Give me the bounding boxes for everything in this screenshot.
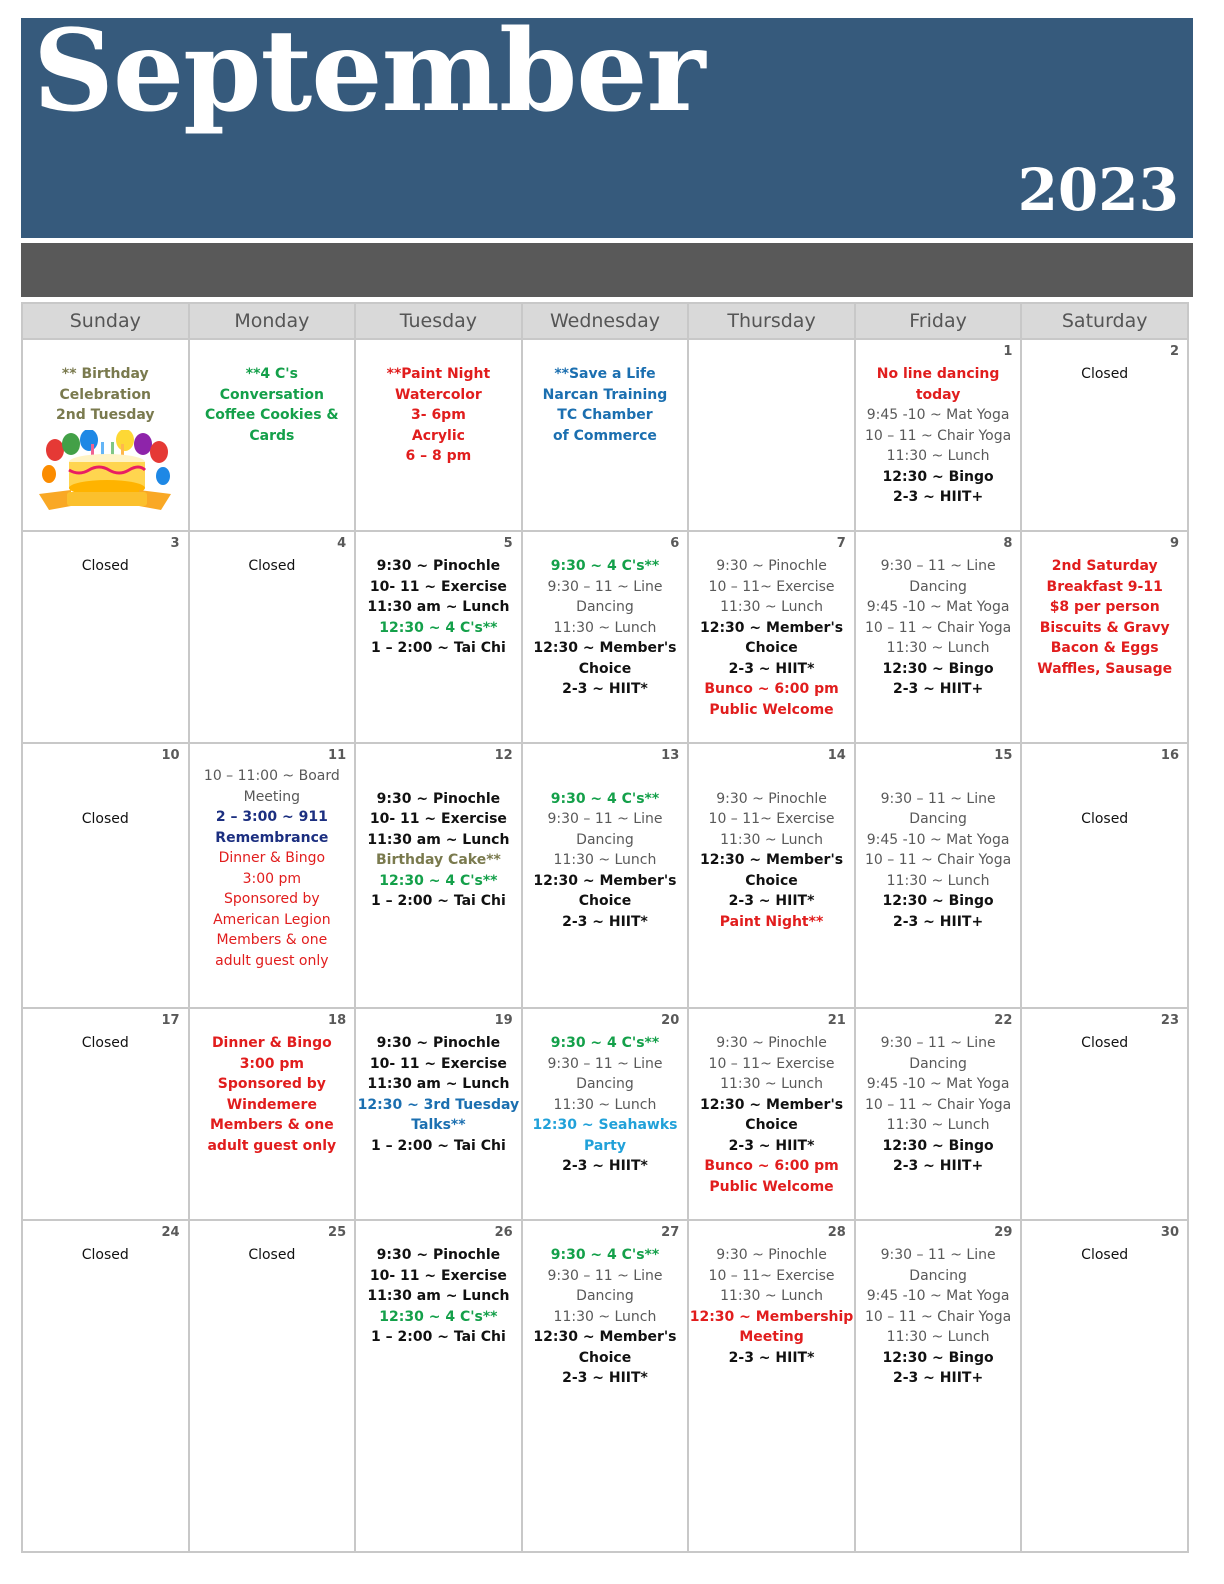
- event-line: 12:30 ~ Member's: [533, 640, 677, 656]
- event-line: 9:30 ~ 4 C's**: [550, 1035, 660, 1051]
- event-line: 9:30 – 11 ~ Line: [880, 1247, 996, 1263]
- event-line: Dinner & Bingo: [211, 1035, 332, 1051]
- event-line: TC Chamber: [557, 407, 653, 423]
- event-line: [23, 789, 188, 810]
- day-number: 27: [661, 1225, 680, 1240]
- day-cell: [1021, 531, 1188, 743]
- event-line: 12:30 ~ 4 C's**: [379, 1308, 498, 1325]
- event-line: Public Welcome: [709, 1178, 834, 1195]
- event-line: Party: [583, 1137, 626, 1154]
- year-title: 2023: [1017, 156, 1179, 224]
- event-line: Dancing: [909, 578, 967, 595]
- day-number: 7: [836, 536, 846, 551]
- event-line: Dancing: [909, 1055, 967, 1072]
- day-number: 13: [661, 748, 680, 763]
- event-line: Coffee Cookies &: [205, 407, 339, 423]
- event-line: 3- 6pm: [411, 407, 466, 423]
- event-line: **Paint Night: [386, 366, 491, 382]
- event-list: [1022, 768, 1187, 830]
- event-line: Dinner & Bingo: [218, 850, 326, 866]
- event-line: Closed: [81, 558, 129, 574]
- event-line: [23, 768, 188, 789]
- day-number: 5: [503, 536, 513, 551]
- event-line: 12:30 ~ 4 C's**: [379, 619, 498, 636]
- event-list: [356, 1245, 521, 1348]
- event-line: 10- 11 ~ Exercise: [369, 1267, 507, 1284]
- event-list: [1022, 1245, 1187, 1266]
- event-line: 2-3 ~ HIIT*: [728, 1349, 815, 1366]
- event-list: [356, 364, 521, 467]
- event-line: 2-3 ~ HIIT*: [562, 1370, 648, 1386]
- day-cell: [189, 743, 356, 1008]
- event-list: [1022, 364, 1187, 385]
- day-number: 2: [1169, 344, 1179, 359]
- day-cell: [355, 339, 522, 531]
- event-line: Biscuits & Gravy: [1039, 619, 1170, 636]
- event-line: Closed: [248, 558, 296, 574]
- event-line: 12:30 ~ Member's: [699, 1096, 844, 1113]
- event-list: [23, 768, 188, 830]
- weekday-header: Monday: [189, 303, 356, 339]
- event-line: 9:30 – 11 ~ Line: [880, 558, 996, 574]
- event-line: Bacon & Eggs: [1050, 640, 1159, 656]
- month-banner: [21, 6, 1193, 238]
- event-line: adult guest only: [215, 952, 329, 969]
- event-line: Closed: [81, 811, 129, 827]
- day-number: 22: [994, 1013, 1013, 1028]
- event-line: 2-3 ~ HIIT*: [728, 1137, 815, 1154]
- day-cell: [189, 339, 356, 531]
- event-line: 2-3 ~ HIIT+: [893, 1158, 984, 1174]
- day-number: 14: [827, 748, 846, 763]
- event-line: 12:30 ~ 3rd Tuesday: [357, 1096, 520, 1113]
- day-cell: [522, 339, 689, 531]
- event-line: 9:30 – 11 ~ Line: [547, 811, 663, 827]
- event-list: [856, 768, 1021, 932]
- event-line: 2-3 ~ HIIT+: [893, 913, 984, 930]
- event-line: 11:30 ~ Lunch: [720, 1288, 823, 1304]
- event-line: 10- 11 ~ Exercise: [369, 1055, 507, 1072]
- event-line: Closed: [1081, 1247, 1129, 1263]
- day-cell: [22, 531, 189, 743]
- event-line: 2-3 ~ HIIT*: [728, 893, 815, 909]
- day-number: 9: [1169, 536, 1179, 551]
- day-cell: [688, 339, 855, 531]
- calendar-grid: [21, 302, 1189, 1553]
- event-list: [1022, 1033, 1187, 1054]
- event-line: today: [915, 386, 961, 403]
- weekday-header: Wednesday: [522, 303, 689, 339]
- event-line: 12:30 ~ Bingo: [882, 1137, 994, 1154]
- event-line: Meeting: [739, 1329, 804, 1345]
- event-line: ** Birthday: [61, 366, 149, 382]
- event-list: [523, 1033, 688, 1177]
- event-line: Acrylic: [411, 427, 465, 444]
- event-line: 10 – 11~ Exercise: [708, 1267, 835, 1284]
- day-cell: [355, 743, 522, 1008]
- event-line: Dancing: [576, 1288, 634, 1304]
- event-line: 12:30 ~ Bingo: [882, 468, 994, 485]
- event-line: 2-3 ~ HIIT*: [562, 913, 648, 930]
- day-cell: [1021, 1220, 1188, 1552]
- event-list: [523, 768, 688, 932]
- event-line: Sponsored by: [224, 891, 320, 907]
- event-line: 10 – 11 ~ Chair Yoga: [864, 1308, 1012, 1325]
- event-line: Dancing: [909, 1267, 967, 1284]
- day-number: 23: [1160, 1013, 1179, 1028]
- event-line: Sponsored by: [217, 1076, 326, 1092]
- event-line: [856, 768, 1021, 789]
- weekday-header-row: [22, 303, 1188, 339]
- week-row: [22, 1220, 1188, 1552]
- event-line: 12:30 ~ Member's: [533, 1329, 677, 1345]
- day-cell: [855, 743, 1022, 1008]
- event-line: 12:30 ~ 4 C's**: [379, 872, 498, 889]
- day-number: 6: [670, 536, 680, 551]
- event-line: 9:30 – 11 ~ Line: [880, 1035, 996, 1051]
- day-number: 1: [1003, 344, 1013, 359]
- event-line: Choice: [578, 660, 632, 677]
- day-number: 30: [1160, 1225, 1179, 1240]
- day-cell: [688, 1220, 855, 1552]
- event-line: 10 – 11~ Exercise: [708, 578, 835, 595]
- day-cell: [855, 339, 1022, 531]
- event-line: 9:30 ~ Pinochle: [716, 558, 827, 574]
- event-line: **4 C's: [245, 366, 298, 382]
- event-line: 11:30 ~ Lunch: [886, 640, 990, 656]
- event-line: 11:30 ~ Lunch: [553, 852, 657, 868]
- event-line: Bunco ~ 6:00 pm: [704, 681, 839, 697]
- event-line: 10 – 11 ~ Chair Yoga: [864, 427, 1012, 444]
- weekday-header: Tuesday: [355, 303, 522, 339]
- event-line: 12:30 ~ Member's: [699, 619, 844, 636]
- event-line: 1 – 2:00 ~ Tai Chi: [371, 640, 506, 656]
- event-line: Conversation: [219, 386, 324, 403]
- event-list: [856, 1033, 1021, 1177]
- event-line: 1 – 2:00 ~ Tai Chi: [371, 893, 506, 909]
- event-list: [689, 768, 854, 932]
- event-line: 9:30 ~ 4 C's**: [550, 1247, 660, 1263]
- event-line: [523, 768, 688, 789]
- day-cell: [522, 531, 689, 743]
- event-line: 11:30 ~ Lunch: [553, 619, 657, 636]
- event-line: Choice: [745, 872, 798, 889]
- event-list: [190, 556, 355, 577]
- event-list: [856, 556, 1021, 700]
- event-line: 11:30 ~ Lunch: [886, 1117, 990, 1133]
- event-list: [23, 556, 188, 577]
- event-line: 9:30 – 11 ~ Line: [547, 578, 663, 595]
- event-line: Remembrance: [215, 829, 329, 846]
- event-line: $8 per person: [1049, 599, 1160, 615]
- event-list: [523, 1245, 688, 1389]
- event-line: Celebration: [59, 386, 152, 403]
- event-line: 2-3 ~ HIIT*: [562, 1158, 648, 1174]
- event-list: [190, 1033, 355, 1156]
- weekday-header: Friday: [855, 303, 1022, 339]
- event-line: 2-3 ~ HIIT+: [893, 681, 984, 697]
- event-line: [689, 768, 854, 789]
- event-line: Choice: [578, 893, 632, 909]
- event-line: No line dancing: [876, 366, 1000, 382]
- event-line: 11:30 ~ Lunch: [720, 1076, 823, 1092]
- event-list: [356, 1033, 521, 1156]
- event-list: [190, 766, 355, 971]
- event-line: 10 – 11 ~ Chair Yoga: [864, 619, 1012, 636]
- day-number: 11: [328, 748, 347, 763]
- event-line: 11:30 ~ Lunch: [720, 599, 823, 615]
- event-list: [190, 1245, 355, 1266]
- event-list: [23, 364, 188, 426]
- day-cell: [522, 743, 689, 1008]
- day-number: 3: [170, 536, 180, 551]
- event-line: 11:30 ~ Lunch: [886, 448, 990, 464]
- event-line: 9:30 ~ Pinochle: [716, 1247, 827, 1263]
- event-line: 2-3 ~ HIIT+: [893, 489, 984, 505]
- weekday-header: Thursday: [688, 303, 855, 339]
- event-line: Choice: [578, 1349, 632, 1366]
- event-line: 11:30 ~ Lunch: [886, 1329, 990, 1345]
- event-line: 2 – 3:00 ~ 911: [215, 809, 328, 825]
- event-line: of Commerce: [553, 427, 657, 444]
- day-cell: [22, 339, 189, 531]
- event-line: Cards: [249, 427, 295, 444]
- week-row: [22, 531, 1188, 743]
- event-line: 1 – 2:00 ~ Tai Chi: [371, 1329, 506, 1345]
- day-number: 18: [328, 1013, 347, 1028]
- day-number: 28: [827, 1225, 846, 1240]
- event-line: 11:30 ~ Lunch: [553, 1308, 657, 1325]
- event-line: 3:00 pm: [242, 870, 302, 887]
- day-cell: [355, 1008, 522, 1220]
- day-cell: [688, 531, 855, 743]
- event-line: 12:30 ~ Member's: [533, 872, 677, 889]
- event-line: Paint Night**: [719, 913, 824, 930]
- day-cell: [189, 531, 356, 743]
- day-cell: [355, 531, 522, 743]
- day-number: 24: [161, 1225, 180, 1240]
- event-line: Closed: [1081, 1035, 1129, 1051]
- event-line: 12:30 ~ Member's: [699, 852, 844, 868]
- event-line: Closed: [1081, 811, 1129, 827]
- event-line: 9:30 ~ Pinochle: [716, 1035, 827, 1051]
- event-line: 9:30 ~ Pinochle: [376, 790, 501, 807]
- event-list: [356, 768, 521, 912]
- event-line: 11:30 am ~ Lunch: [367, 1288, 510, 1304]
- day-number: 17: [161, 1013, 180, 1028]
- day-number: 10: [161, 748, 180, 763]
- event-line: [1022, 789, 1187, 810]
- event-list: [23, 1245, 188, 1266]
- day-number: 19: [494, 1013, 513, 1028]
- day-number: 12: [494, 748, 513, 763]
- weekday-header: Sunday: [22, 303, 189, 339]
- day-cell: [855, 1220, 1022, 1552]
- event-line: Choice: [745, 640, 798, 656]
- event-line: Talks**: [411, 1117, 466, 1133]
- event-line: 2-3 ~ HIIT*: [562, 681, 648, 697]
- event-list: [1022, 556, 1187, 679]
- event-line: [356, 768, 521, 789]
- event-list: [856, 1245, 1021, 1389]
- day-cell: [1021, 743, 1188, 1008]
- day-number: 29: [994, 1225, 1013, 1240]
- day-cell: [22, 1220, 189, 1552]
- event-line: 11:30 am ~ Lunch: [367, 1076, 510, 1092]
- event-line: 9:45 -10 ~ Mat Yoga: [866, 1076, 1010, 1092]
- event-line: 1 – 2:00 ~ Tai Chi: [371, 1137, 506, 1154]
- event-line: adult guest only: [207, 1137, 337, 1154]
- event-line: 11:30 ~ Lunch: [720, 831, 823, 848]
- event-line: 10 – 11~ Exercise: [708, 811, 835, 827]
- day-cell: [855, 531, 1022, 743]
- event-line: Members & one: [216, 932, 328, 948]
- event-line: [1022, 768, 1187, 789]
- day-cell: [22, 743, 189, 1008]
- event-line: 9:30 ~ Pinochle: [376, 1247, 501, 1263]
- event-line: 12:30 ~ Bingo: [882, 893, 994, 909]
- event-line: 10 – 11~ Exercise: [708, 1055, 835, 1072]
- event-line: Waffles, Sausage: [1037, 660, 1173, 677]
- week-row: [22, 743, 1188, 1008]
- event-line: 10 – 11:00 ~ Board: [203, 768, 340, 784]
- event-line: 2nd Saturday: [1051, 558, 1158, 574]
- event-line: 9:45 -10 ~ Mat Yoga: [866, 1288, 1010, 1304]
- event-line: Dancing: [576, 831, 634, 848]
- event-line: 9:30 ~ 4 C's**: [550, 790, 660, 807]
- event-line: Windemere: [226, 1096, 317, 1113]
- event-line: Choice: [745, 1117, 798, 1133]
- week-row: [22, 1008, 1188, 1220]
- event-line: 2nd Tuesday: [55, 407, 155, 423]
- day-cell: [189, 1008, 356, 1220]
- event-line: 11:30 ~ Lunch: [886, 872, 990, 889]
- event-line: American Legion: [213, 911, 331, 928]
- day-number: 8: [1003, 536, 1013, 551]
- day-number: 25: [328, 1225, 347, 1240]
- day-cell: [688, 743, 855, 1008]
- event-line: 12:30 ~ Bingo: [882, 1349, 994, 1366]
- event-line: 9:30 ~ Pinochle: [376, 1035, 501, 1051]
- event-line: 11:30 ~ Lunch: [553, 1096, 657, 1113]
- event-line: 9:30 – 11 ~ Line: [547, 1267, 663, 1284]
- event-line: Bunco ~ 6:00 pm: [704, 1158, 839, 1174]
- event-line: Members & one: [209, 1117, 334, 1133]
- event-list: [856, 364, 1021, 508]
- week-row: [22, 339, 1188, 531]
- day-number: 26: [494, 1225, 513, 1240]
- event-line: 9:30 – 11 ~ Line: [547, 1055, 663, 1072]
- day-cell: [1021, 1008, 1188, 1220]
- event-line: Birthday Cake**: [375, 852, 501, 868]
- event-line: Public Welcome: [709, 701, 834, 718]
- event-line: Narcan Training: [542, 386, 668, 403]
- event-line: 9:45 -10 ~ Mat Yoga: [866, 831, 1010, 848]
- event-line: Dancing: [909, 811, 967, 827]
- divider-bar: [21, 243, 1193, 297]
- event-line: Closed: [248, 1247, 296, 1263]
- day-number: 20: [661, 1013, 680, 1028]
- event-list: [523, 364, 688, 446]
- day-cell: [1021, 339, 1188, 531]
- birthday-cake-icon: [31, 430, 179, 518]
- event-list: [23, 1033, 188, 1054]
- event-list: [689, 1033, 854, 1197]
- day-number: 16: [1160, 748, 1179, 763]
- day-cell: [189, 1220, 356, 1552]
- event-line: 2-3 ~ HIIT+: [893, 1370, 984, 1386]
- day-number: 15: [994, 748, 1013, 763]
- event-line: 6 – 8 pm: [405, 448, 472, 464]
- event-line: 9:30 ~ Pinochle: [716, 790, 827, 807]
- day-cell: [855, 1008, 1022, 1220]
- event-line: **Save a Life: [554, 366, 656, 382]
- month-title: September: [33, 6, 705, 137]
- event-line: 10- 11 ~ Exercise: [369, 578, 507, 595]
- event-line: 9:30 – 11 ~ Line: [880, 790, 996, 807]
- event-line: 12:30 ~ Bingo: [882, 660, 994, 677]
- event-line: Dancing: [576, 599, 634, 615]
- day-cell: [355, 1220, 522, 1552]
- event-line: Closed: [1081, 366, 1129, 382]
- event-line: 9:30 ~ 4 C's**: [550, 558, 660, 574]
- event-list: [689, 1245, 854, 1368]
- day-number: 21: [827, 1013, 846, 1028]
- day-cell: [522, 1008, 689, 1220]
- event-line: Closed: [81, 1035, 129, 1051]
- day-cell: [688, 1008, 855, 1220]
- event-line: 10 – 11 ~ Chair Yoga: [864, 1096, 1012, 1113]
- event-line: 9:45 -10 ~ Mat Yoga: [866, 599, 1010, 615]
- event-line: 2-3 ~ HIIT*: [728, 660, 815, 677]
- event-line: Meeting: [243, 788, 301, 805]
- weekday-header: Saturday: [1021, 303, 1188, 339]
- event-line: 3:00 pm: [239, 1055, 304, 1072]
- event-list: [356, 556, 521, 659]
- event-line: 11:30 am ~ Lunch: [367, 831, 510, 848]
- day-cell: [22, 1008, 189, 1220]
- event-line: Breakfast 9-11: [1046, 578, 1163, 595]
- event-list: [523, 556, 688, 700]
- day-number: 4: [337, 536, 347, 551]
- event-line: 9:45 -10 ~ Mat Yoga: [866, 407, 1010, 423]
- event-line: 12:30 ~ Seahawks: [532, 1117, 678, 1133]
- event-line: 9:30 ~ Pinochle: [376, 558, 501, 574]
- event-line: 10- 11 ~ Exercise: [369, 811, 507, 827]
- event-list: [689, 556, 854, 720]
- event-line: Watercolor: [395, 386, 482, 403]
- event-list: [190, 364, 355, 446]
- event-line: Closed: [81, 1247, 129, 1263]
- event-line: 12:30 ~ Membership: [689, 1308, 854, 1325]
- event-line: Dancing: [576, 1076, 634, 1092]
- event-line: 11:30 am ~ Lunch: [367, 599, 510, 615]
- event-line: 10 – 11 ~ Chair Yoga: [864, 852, 1012, 868]
- day-cell: [522, 1220, 689, 1552]
